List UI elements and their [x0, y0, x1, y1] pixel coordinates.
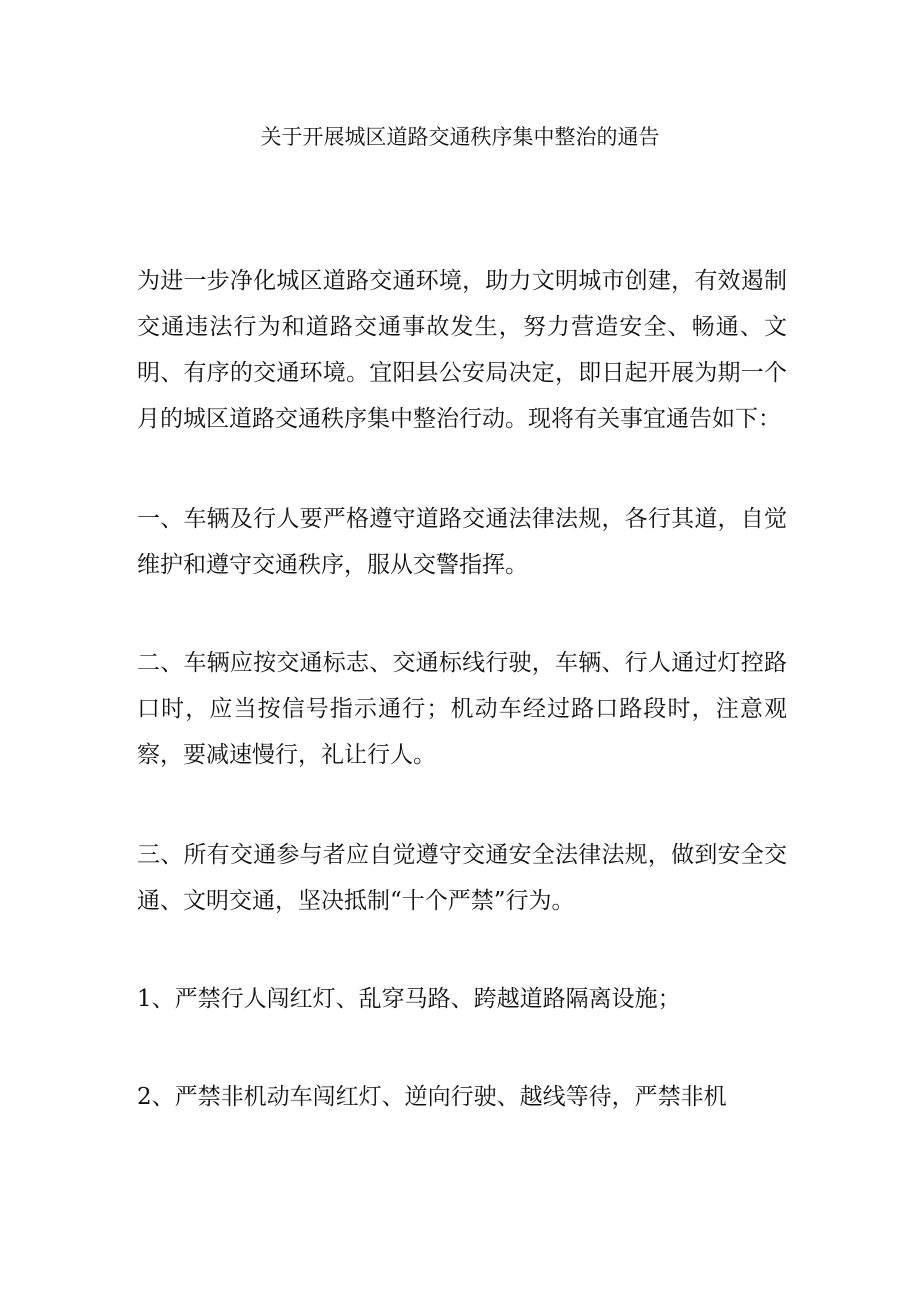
- prohibition-item-1: 1、严禁行人闯红灯、乱穿马路、跨越道路隔离设施；: [137, 986, 681, 1012]
- notice-title: 关于开展城区道路交通秩序集中整治的通告: [260, 125, 660, 149]
- clause-three-paragraph: 三、所有交通参与者应自觉遵守交通安全法律法规，做到安全交通、文明交通，坚决抵制“十个严禁”行为。: [137, 842, 787, 914]
- prohibition-item-2: 2、严禁非机动车闯红灯、逆向行驶、越线等待，严禁非机: [137, 1084, 727, 1110]
- clause-two-paragraph: 二、车辆应按交通标志、交通标线行驶，车辆、行人通过灯控路口时，应当按信号指示通行；机动车经过路口路段时，注意观察，要减速慢行，礼让行人。: [137, 650, 787, 768]
- clause-one-paragraph: 一、车辆及行人要严格遵守道路交通法律法规，各行其道，自觉维护和遵守交通秩序，服从交警指挥。: [137, 506, 787, 578]
- intro-paragraph: 为进一步净化城区道路交通环境，助力文明城市创建，有效遏制交通违法行为和道路交通事故发生，努力营造安全、畅通、文明、有序的交通环境。宜阳县公安局决定，即日起开展为期一个月的城区道路交通秩序集中整治行动。现将有关事宜通告如下：: [137, 268, 787, 432]
